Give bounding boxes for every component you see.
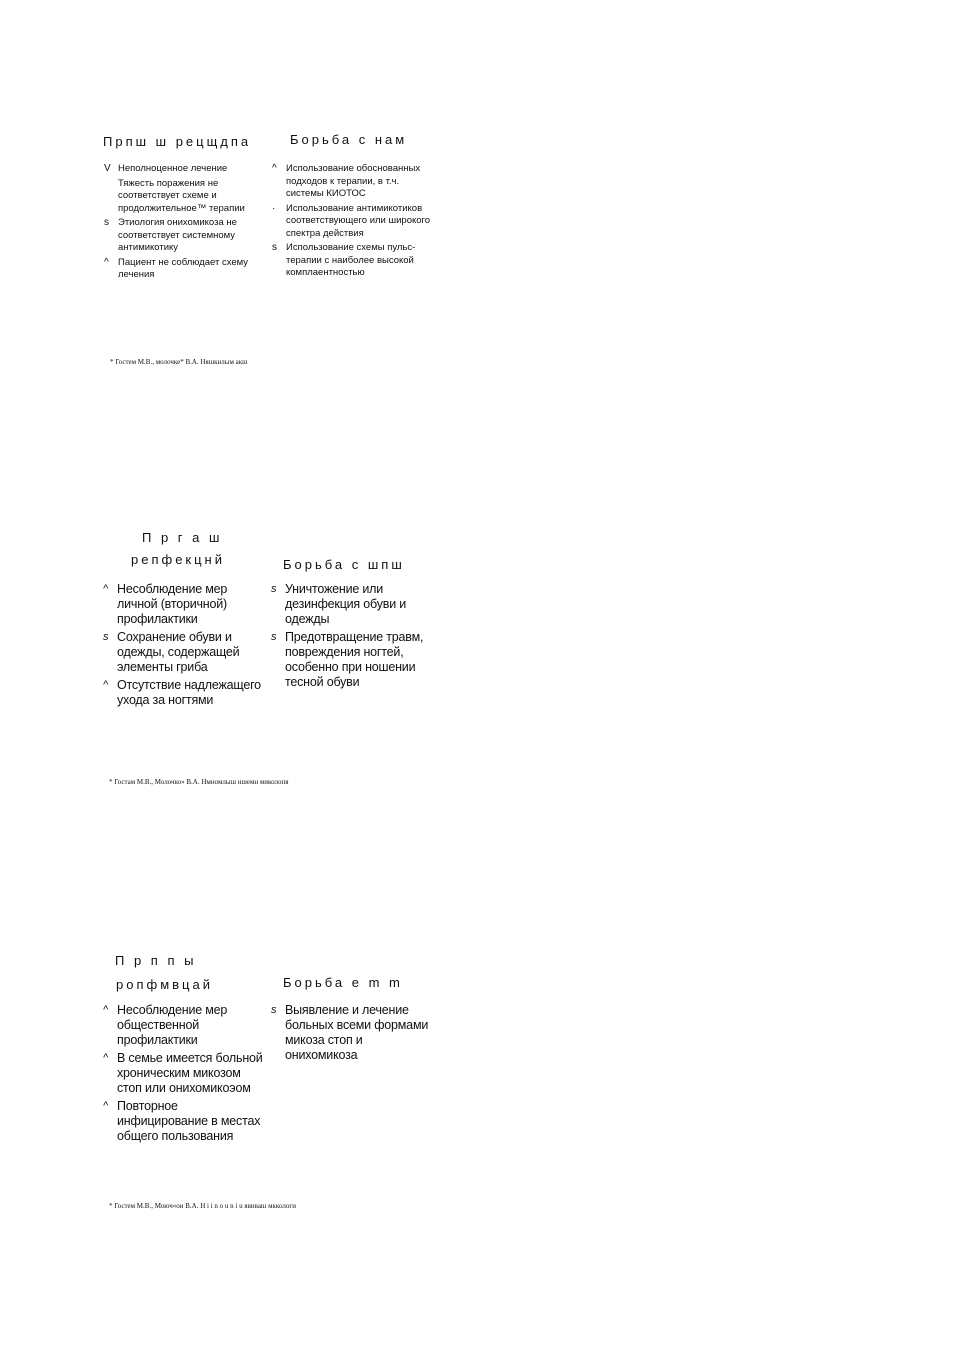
bullet-marker: s	[104, 217, 109, 228]
slide-3-left-heading-line1: П р п п ы	[115, 953, 197, 968]
bullet-marker: s	[272, 242, 277, 253]
list-item-text: Повторное инфицирование в местах общего пользования	[117, 1099, 261, 1143]
list-item-text: Использование схемы пульс-терапии с наиболее высокой комплаентностью	[286, 242, 416, 278]
list-item	[272, 203, 432, 241]
list-item-text: Несоблюдение мер общественной профилактики	[117, 1003, 228, 1047]
list-item	[103, 582, 263, 627]
bullet-marker: ^	[104, 256, 109, 268]
list-item-text: Этиология онихомикоза не соответствует системному антимикотику	[118, 217, 237, 253]
list-item	[104, 163, 264, 176]
list-item-text: Несоблюдение мер личной (вторичной) профилактики	[117, 582, 228, 626]
bullet-marker: ^	[103, 1100, 108, 1112]
list-item-text: Пациент не соблюдает схему лечения	[118, 256, 249, 280]
list-item-text: Выявление и лечение больных всеми формами микоза стоп и онихомикоза	[285, 1003, 429, 1062]
slide-1-left-list	[104, 163, 264, 284]
list-item	[104, 178, 264, 216]
slide-1-footnote: * Гостем М.В., молочке* В.А. Няшкнлым акш	[110, 358, 248, 366]
bullet-marker: V	[104, 163, 111, 174]
slide-3-footnote: * Гостем М.В., Моюч«ои В.А. Н i i n o u n i u явиваш мккологи	[109, 1202, 296, 1210]
slide-3-left-list	[103, 1003, 263, 1147]
bullet-marker: s	[271, 631, 277, 643]
slide-1-right-list	[272, 163, 432, 282]
bullet-marker: ^	[272, 163, 277, 174]
list-item-text: Предотвращение травм, повреждения ногтей, особенно при ношении тесной обуви	[285, 630, 424, 689]
list-item-text: Использование антимикотиков соответствующего или широкого спектра действия	[286, 202, 431, 239]
list-item	[272, 242, 432, 280]
bullet-marker: ^	[103, 1004, 108, 1016]
list-item-text: Сохранение обуви и одежды, содержащей элементы гриба	[117, 630, 240, 674]
bullet-marker: ^	[103, 583, 108, 595]
bullet-marker: s	[103, 631, 109, 643]
list-item	[103, 1051, 263, 1096]
list-item	[103, 1099, 263, 1144]
bullet-marker: s	[271, 583, 277, 595]
bullet-marker: ·	[272, 202, 276, 214]
list-item	[104, 217, 264, 255]
list-item-text: Тяжесть поражения не соответствует схеме и продолжительное™ терапии	[118, 177, 245, 214]
list-item-text: Неполноценное лечение	[118, 163, 228, 174]
bullet-marker: ^	[103, 679, 108, 691]
slide-2-right-heading: Борьба с шпш	[283, 557, 405, 572]
list-item-text: Использование обоснованных подходов к терапии, в т.ч. системы КИОТОС	[286, 163, 421, 199]
slide-3-right-heading: Борьба е m m	[283, 975, 403, 990]
list-item-text: В семье имеется больной хроническим микозом стоп или онихомикоэом	[117, 1051, 263, 1095]
list-item	[103, 1003, 263, 1048]
list-item	[271, 630, 431, 690]
slide-2-left-heading-line2: репфекцнй	[131, 552, 225, 567]
slide-2-left-list	[103, 582, 263, 711]
slide-3-left-heading-line2: ропфмвцай	[116, 977, 213, 992]
slide-1-left-heading: Прпш ш рецщдпа	[103, 134, 252, 149]
slide-2-right-list	[271, 582, 431, 693]
slide-1-right-heading: Борьба с нам	[290, 132, 408, 147]
bullet-marker: s	[271, 1004, 277, 1016]
list-item-text: Отсутствие надлежащего ухода за ногтями	[117, 678, 261, 707]
list-item	[272, 163, 432, 201]
list-item	[271, 1003, 431, 1063]
slide-3-right-list	[271, 1003, 431, 1066]
slide-2-footnote: * Гостам М.В., Молочко» В.А. Нмномлыш ншемн миколопя	[109, 778, 289, 786]
bullet-marker: ^	[103, 1052, 108, 1064]
list-item	[271, 582, 431, 627]
list-item	[104, 257, 264, 282]
list-item-text: Уничтожение или дезинфекция обуви и одежды	[285, 582, 407, 626]
slide-2-left-heading-line1: П р г а ш	[142, 530, 223, 545]
list-item	[103, 630, 263, 675]
list-item	[103, 678, 263, 708]
